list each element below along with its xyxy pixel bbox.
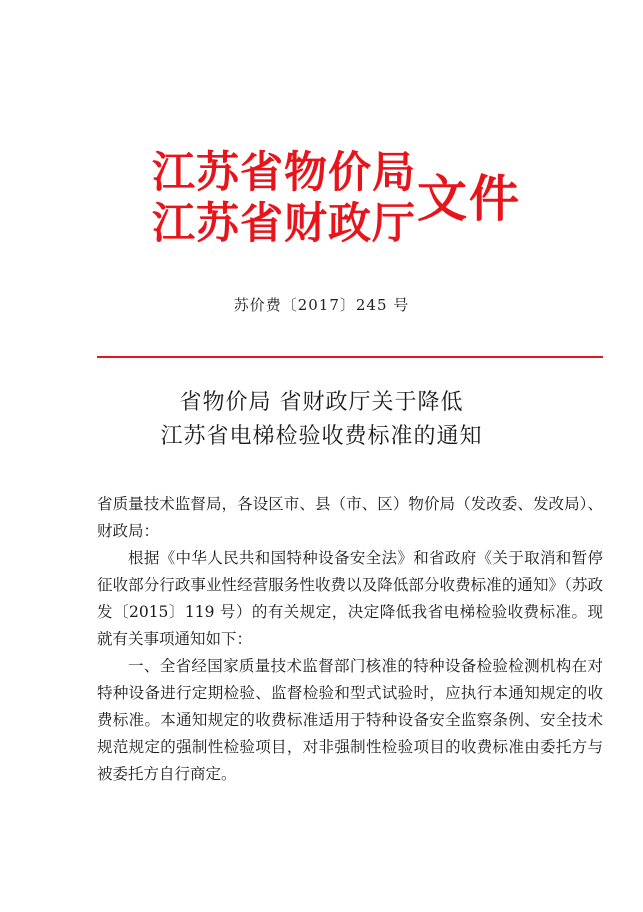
document-number: 苏价费〔2017〕245 号 — [233, 296, 410, 314]
document-header — [152, 140, 552, 260]
paragraph-1: 根据《中华人民共和国特种设备安全法》和省政府《关于取消和暂停征收部分行政事业性经营服务性收费以及降低部分收费标准的通知》（苏政发〔2015〕119 号）的有关规定，决定降低我省电梯检验收费标准。现就有关事项通知如下： — [97, 549, 603, 648]
paragraph-2: 一、全省经国家质量技术监督部门核准的特种设备检验检测机构在对特种设备进行定期检验、监督检验和型式试验时，应执行本通知规定的收费标准。本通知规定的收费标准适用于特种设备安全监察条例、安全技术规范规定的强制性检验项目，对非强制性检验项目的收费标准由委托方与被委托方自行商定。 — [97, 657, 603, 783]
issuing-org-2: 江苏省财政厅 — [152, 199, 416, 249]
document-body — [97, 491, 603, 788]
issuing-org-1: 江苏省物价局 — [152, 148, 416, 198]
red-divider — [97, 356, 603, 358]
document-label: 文件 — [417, 170, 521, 228]
document-title — [0, 386, 643, 454]
title-line-2: 江苏省电梯检验收费标准的通知 — [160, 424, 483, 449]
title-line-1: 省物价局 省财政厅关于降低 — [179, 390, 464, 415]
addressee: 省质量技术监督局，各设区市、县（市、区）物价局（发改委、发改局）、财政局： — [97, 495, 603, 540]
